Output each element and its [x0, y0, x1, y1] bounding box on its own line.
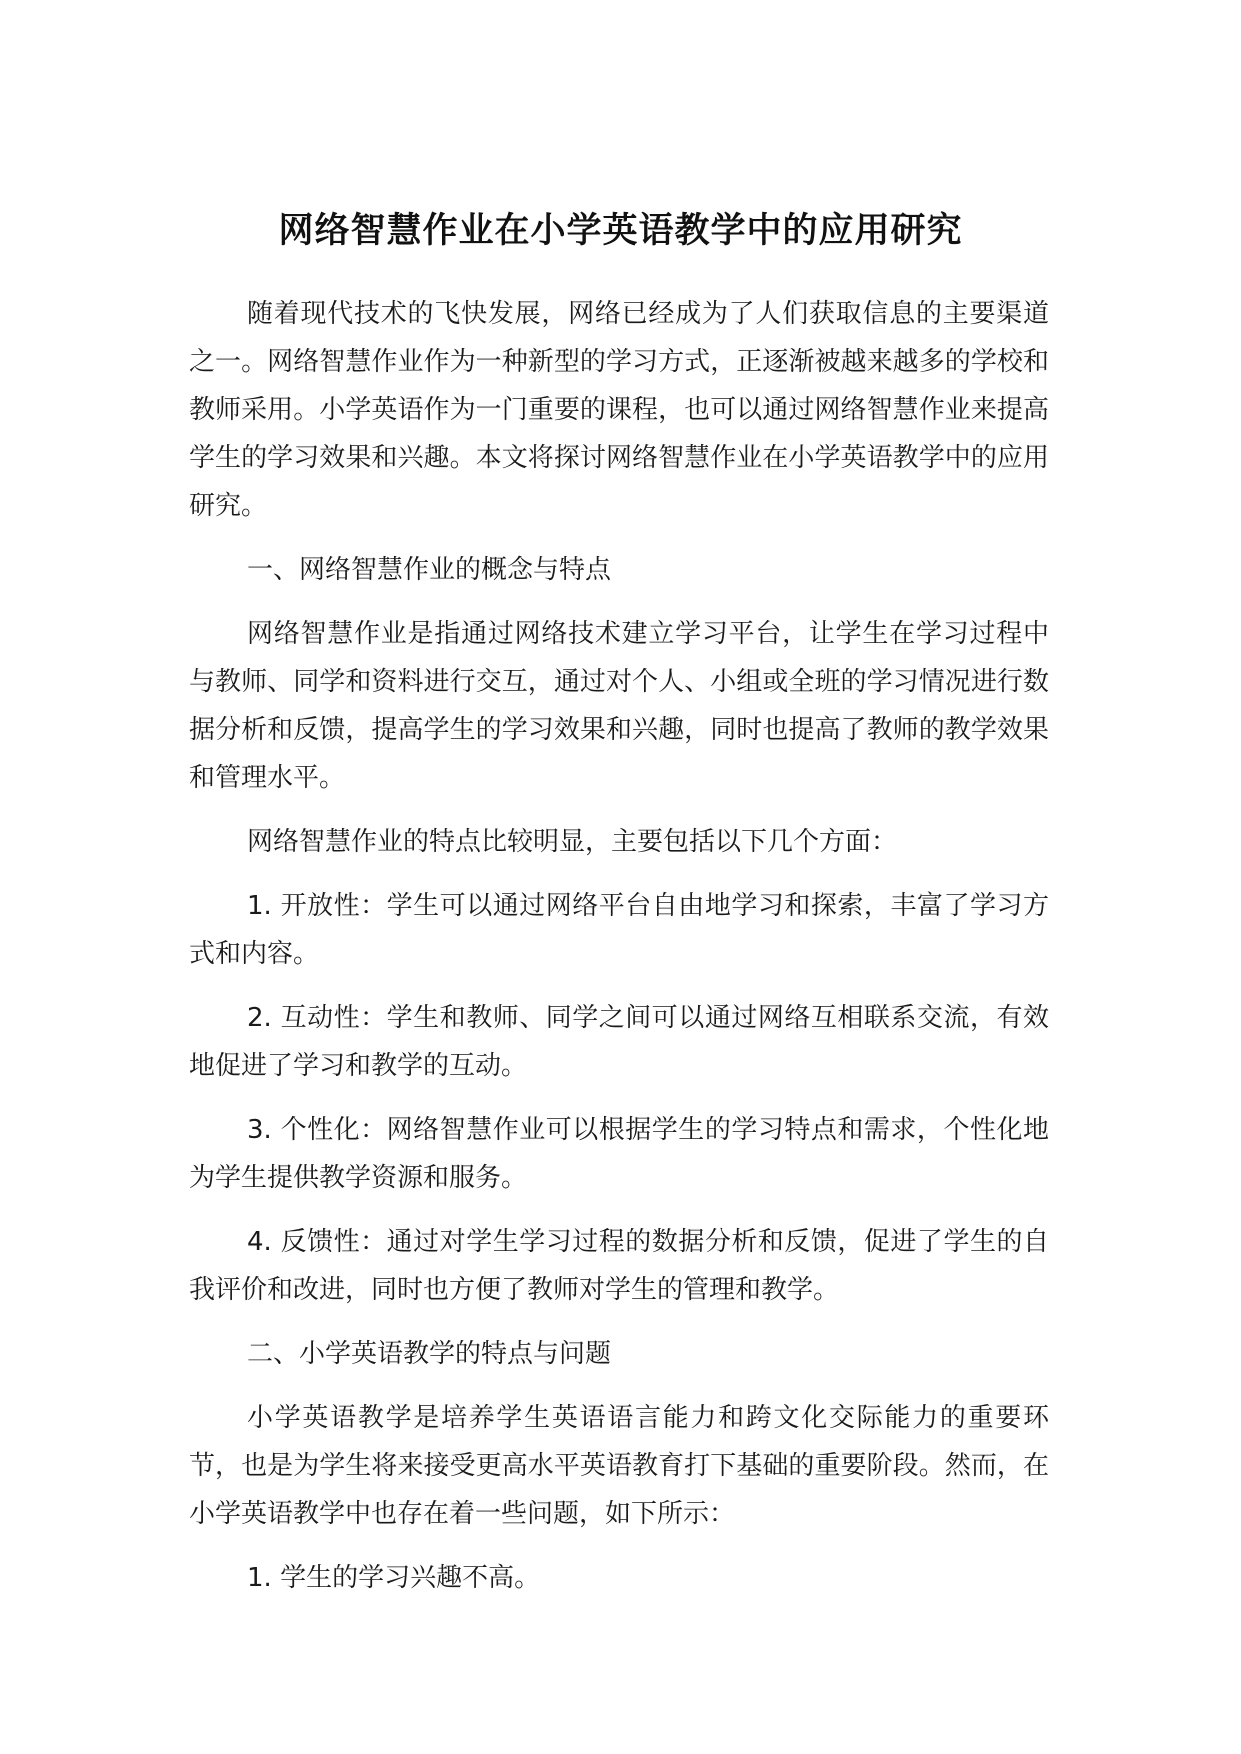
section-heading-1: 一、网络智慧作业的概念与特点: [247, 555, 612, 585]
list-item-feedback: 4. 反馈性：通过对学生学习过程的数据分析和反馈，促进了学生的自我评价和改进，同时也方便了教师对学生的管理和教学。: [189, 1227, 1049, 1305]
section-heading-2: 二、小学英语教学的特点与问题: [247, 1339, 612, 1369]
list-item-personalization: 3. 个性化：网络智慧作业可以根据学生的学习特点和需求，个性化地为学生提供教学资源和服务。: [189, 1115, 1049, 1193]
list-item-interactivity: 2. 互动性：学生和教师、同学之间可以通过网络互相联系交流，有效地促进了学习和教学的互动。: [189, 1003, 1049, 1081]
list-item-low-interest: 1. 学生的学习兴趣不高。: [247, 1563, 541, 1593]
paragraph-intro: 随着现代技术的飞快发展，网络已经成为了人们获取信息的主要渠道之一。网络智慧作业作为一种新型的学习方式，正逐渐被越来越多的学校和教师采用。小学英语作为一门重要的课程，也可以通过网络智慧作业来提高学生的学习效果和兴趣。本文将探讨网络智慧作业在小学英语教学中的应用研究。: [189, 299, 1049, 521]
paragraph-english-teaching: 小学英语教学是培养学生英语语言能力和跨文化交际能力的重要环节，也是为学生将来接受更高水平英语教育打下基础的重要阶段。然而，在小学英语教学中也存在着一些问题，如下所示：: [189, 1403, 1049, 1529]
paragraph-definition: 网络智慧作业是指通过网络技术建立学习平台，让学生在学习过程中与教师、同学和资料进行交互，通过对个人、小组或全班的学习情况进行数据分析和反馈，提高学生的学习效果和兴趣，同时也提高了教师的教学效果和管理水平。: [189, 619, 1049, 793]
paragraph-features-intro: 网络智慧作业的特点比较明显，主要包括以下几个方面：: [247, 827, 898, 857]
document-body: [189, 290, 1049, 1618]
list-item-openness: 1. 开放性：学生可以通过网络平台自由地学习和探索，丰富了学习方式和内容。: [189, 891, 1049, 969]
document-title: 网络智慧作业在小学英语教学中的应用研究: [278, 211, 963, 252]
